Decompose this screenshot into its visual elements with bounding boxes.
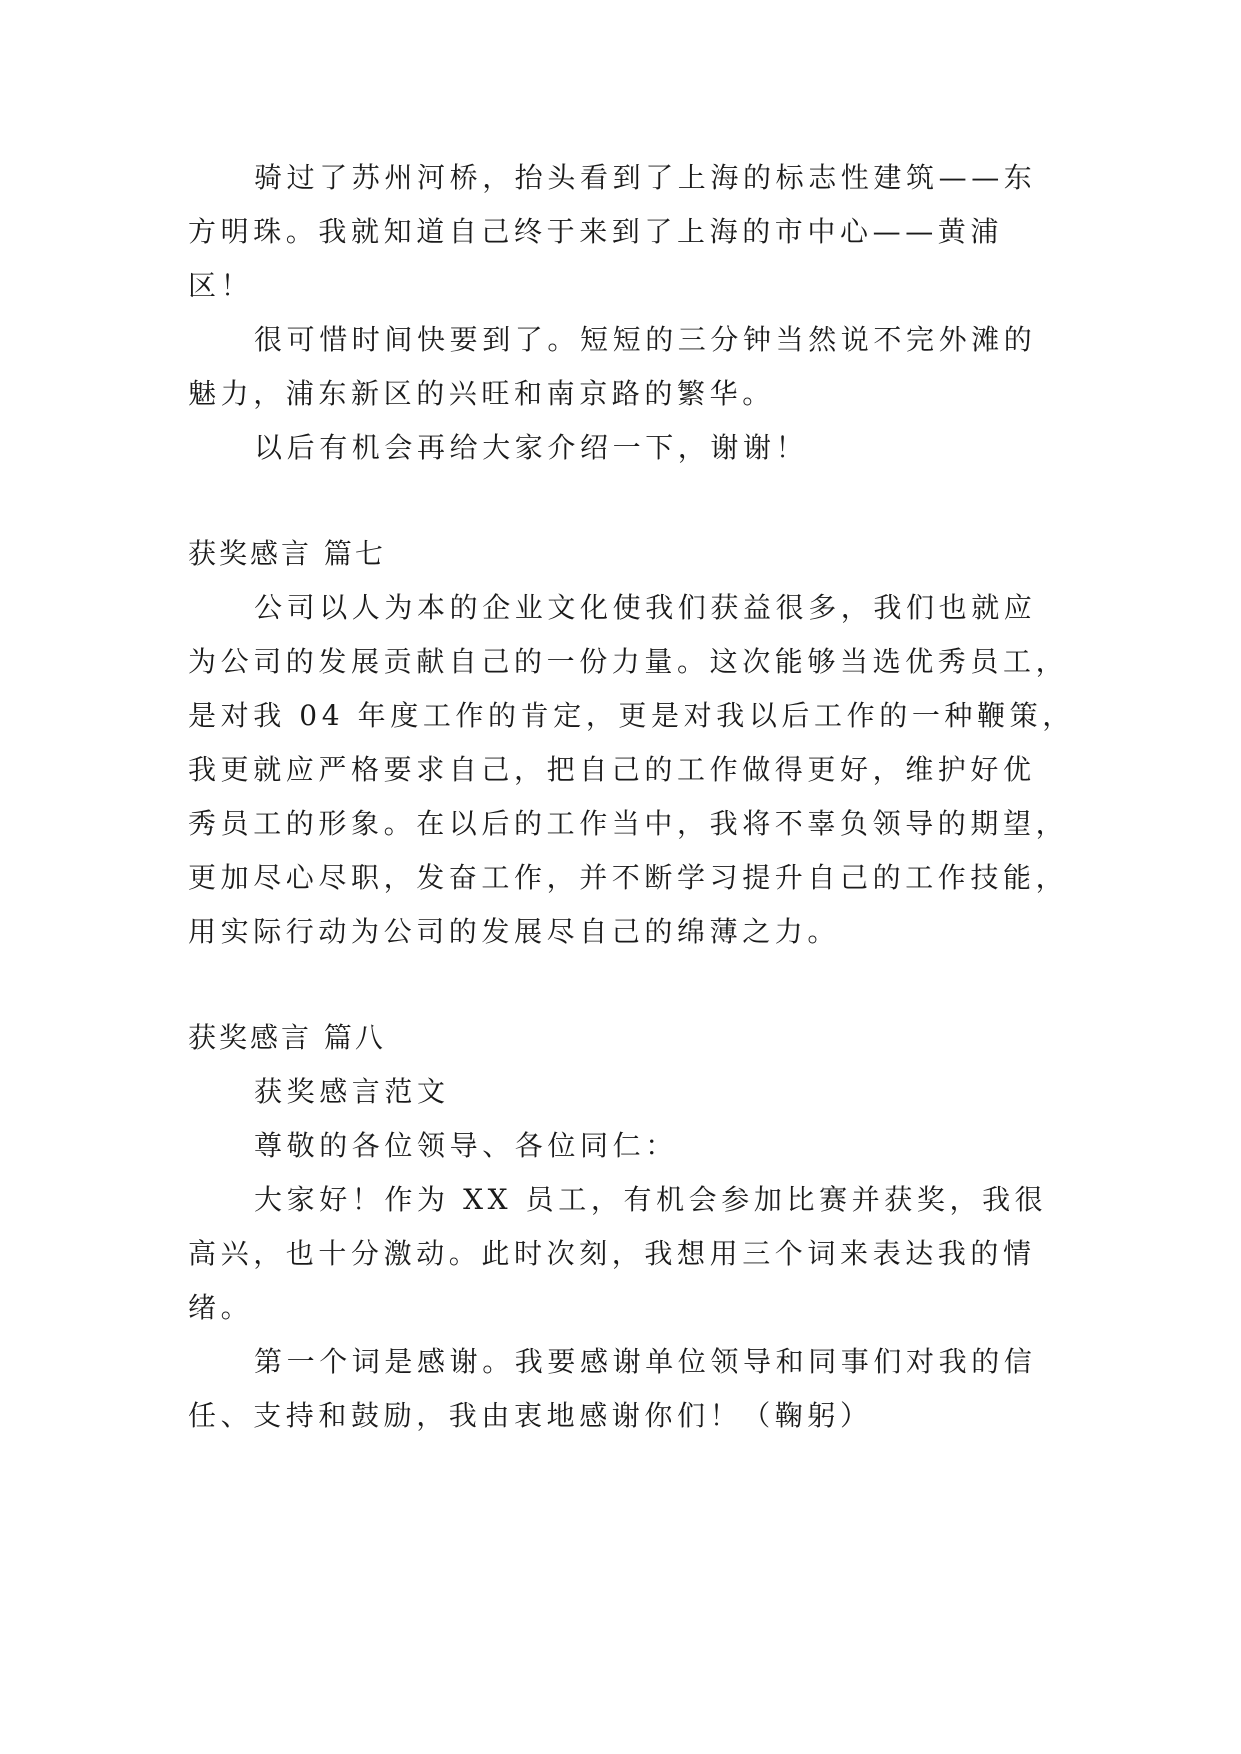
- salutation: 尊敬的各位领导、各位同仁：: [254, 1129, 678, 1162]
- paragraph-line: 任、支持和鼓励，我由衷地感谢你们！（鞠躬）: [188, 1399, 873, 1432]
- paragraph-line: 很可惜时间快要到了。短短的三分钟当然说不完外滩的: [254, 323, 1037, 356]
- paragraph-line: 我更就应严格要求自己，把自己的工作做得更好，维护好优: [188, 753, 1036, 786]
- paragraph-line: 为公司的发展贡献自己的一份力量。这次能够当选优秀员工，: [188, 645, 1069, 678]
- section-heading: 获奖感言 篇八: [188, 1021, 386, 1054]
- paragraph-line: 第一个词是感谢。我要感谢单位领导和同事们对我的信: [254, 1345, 1037, 1378]
- paragraph-line: 方明珠。我就知道自己终于来到了上海的市中心——黄浦: [188, 215, 1004, 248]
- paragraph-line: 公司以人为本的企业文化使我们获益很多，我们也就应: [254, 591, 1037, 624]
- paragraph-line: 以后有机会再给大家介绍一下，谢谢！: [254, 431, 809, 464]
- paragraph-line: 区！: [188, 269, 254, 302]
- paragraph-line: 是对我 04 年度工作的肯定，更是对我以后工作的一种鞭策，: [188, 699, 1075, 732]
- paragraph-line: 绪。: [188, 1291, 254, 1324]
- section-heading: 获奖感言 篇七: [188, 537, 386, 570]
- paragraph-line: 骑过了苏州河桥，抬头看到了上海的标志性建筑——东: [254, 161, 1037, 194]
- paragraph-line: 魅力，浦东新区的兴旺和南京路的繁华。: [188, 377, 775, 410]
- paragraph-line: 秀员工的形象。在以后的工作当中，我将不辜负领导的期望，: [188, 807, 1069, 840]
- paragraph-line: 高兴，也十分激动。此时次刻，我想用三个词来表达我的情: [188, 1237, 1036, 1270]
- paragraph-line: 用实际行动为公司的发展尽自己的绵薄之力。: [188, 915, 841, 948]
- paragraph-line: 更加尽心尽职，发奋工作，并不断学习提升自己的工作技能，: [188, 861, 1069, 894]
- paragraph-line: 大家好！作为 XX 员工，有机会参加比赛并获奖，我很: [254, 1183, 1048, 1216]
- section-subtitle: 获奖感言范文: [254, 1075, 450, 1108]
